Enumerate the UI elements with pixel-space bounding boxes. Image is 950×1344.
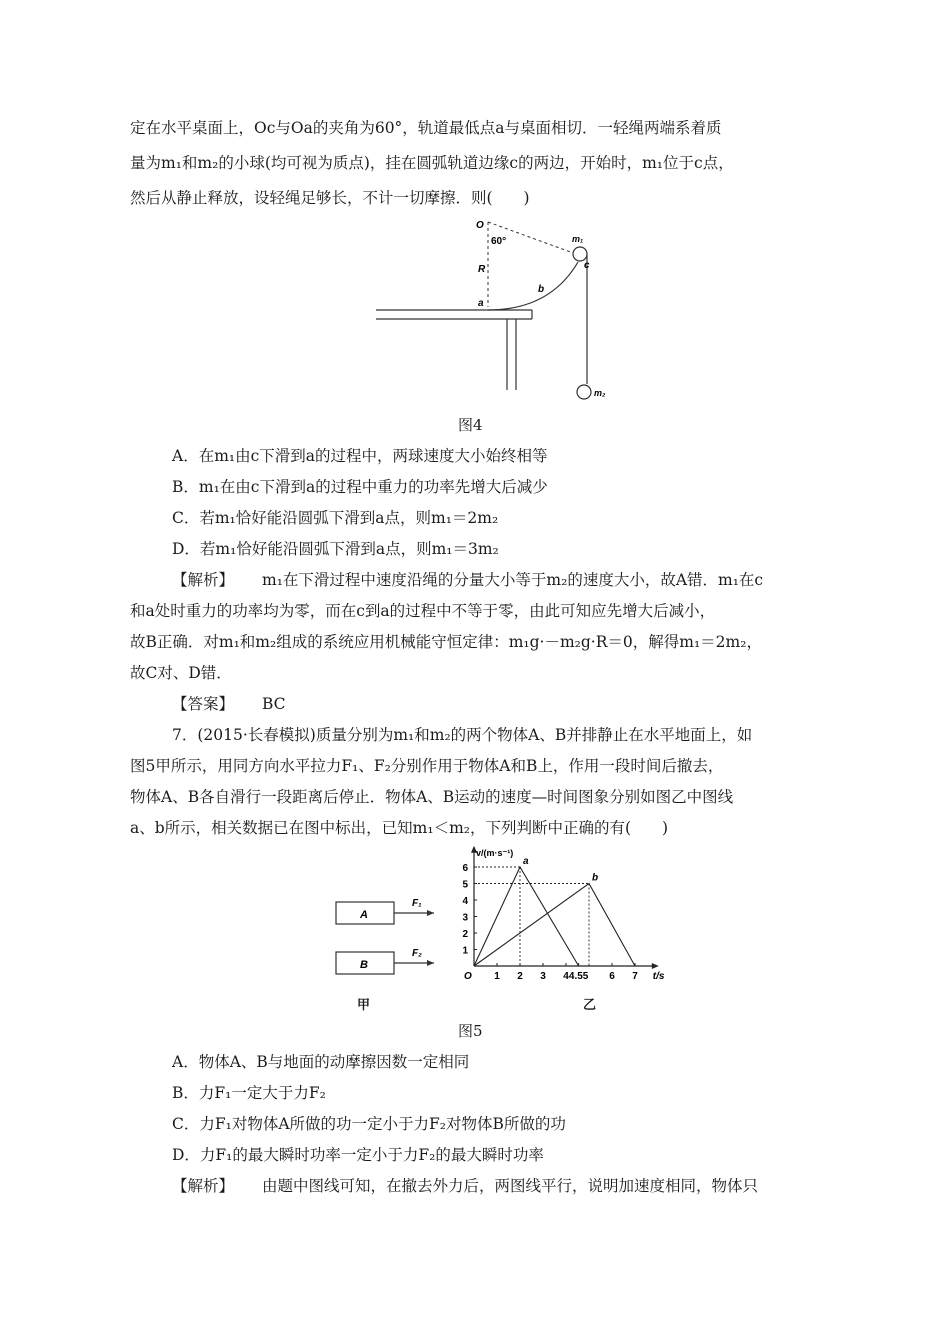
p6-answer-label: 【答案】 [172,695,235,713]
x-tick-label: 6 [609,971,615,982]
label-r: R [478,264,486,275]
chart-axes [471,846,659,969]
p7-line-4: a、b所示，相关数据已在图中标出，已知m₁＜m₂，下列判断中正确的有( ) [130,819,669,837]
panel-jia-label: 甲 [357,998,371,1013]
p6-option-b: B．m₁在由c下滑到a的过程中重力的功率先增大后减少 [172,478,548,496]
box-b-label: B [360,959,368,971]
p6-line-1: 定在水平桌面上，Oc与Oa的夹角为60°，轨道最低点a与桌面相切．一轻绳两端系着质 [130,119,722,137]
y-tick-label: 6 [462,863,468,874]
force-f1-label: F₁ [412,898,422,909]
y-axis-label: v/(m·s⁻¹) [476,847,514,858]
p6-line-2: 量为m₁和m₂的小球(均可视为质点)，挂在圆弧轨道边缘c的两边，开始时，m₁位于c点， [130,154,734,172]
x-tick-label: 4.55 [568,971,589,982]
figure-5-caption: 图5 [458,1022,483,1040]
p7-option-d: D．力F₁的最大瞬时功率一定小于力F₂的最大瞬时功率 [172,1146,544,1164]
x-axis-label: t/s [652,971,665,982]
y-tick-label: 3 [462,912,468,924]
label-m1: m₁ [572,234,584,244]
y-tick-label: 2 [462,929,468,940]
label-angle: 60° [491,236,507,247]
force-f2-label: F₂ [412,948,422,959]
p6-analysis-2: 和a处时重力的功率均为零，而在c到a的过程中不等于零，由此可知应先增大后减小， [130,602,716,620]
figure-4-caption: 图4 [458,416,483,434]
series-label-b: b [592,872,599,884]
p6-analysis-3: 故B正确．对m₁和m₂组成的系统应用机械能守恒定律：m₁g·－m₂g·R＝0，解得m₁＝2m₂， [130,633,762,651]
x-tick-label: 2 [517,971,523,982]
label-b: b [538,284,545,295]
x-tick-label: 4 [563,971,569,982]
p6-option-a: A．在m₁由c下滑到a的过程中，两球速度大小始终相等 [172,447,548,465]
ball-m1 [573,247,587,261]
x-tick-label: 7 [632,971,638,982]
p7-option-a: A．物体A、B与地面的动摩擦因数一定相同 [172,1053,470,1071]
series-label-a: a [523,856,529,867]
box-a-label: A [360,909,368,921]
x-tick-label: 3 [540,971,546,982]
p6-answer: BC [262,695,286,713]
p7-analysis-label: 【解析】 [172,1177,235,1195]
p6-analysis-4: 故C对、D错． [130,664,232,682]
p6-option-d: D．若m₁恰好能沿圆弧下滑到a点，则m₁＝3m₂ [172,540,499,558]
p6-option-c: C．若m₁恰好能沿圆弧下滑到a点，则m₁＝2m₂ [172,509,499,527]
label-a: a [478,298,484,309]
panel-yi-label: 乙 [583,998,597,1013]
p7-line-2: 图5甲所示，用同方向水平拉力F₁、F₂分别作用于物体A和B上，作用一段时间后撤去， [130,757,724,775]
y-tick-label: 4 [462,896,468,907]
x-tick-label: 1 [494,971,500,982]
figure-5-vt-chart [452,844,665,990]
label-c: c [584,260,590,271]
chart-labels [464,848,665,982]
chart-guides [474,867,589,966]
p6-line-3: 然后从静止释放，设轻绳足够长，不计一切摩擦．则( ) [130,189,530,207]
p7-line-1: 7．(2015·长春模拟)质量分别为m₁和m₂的两个物体A、B并排静止在水平地面上，如 [172,726,753,744]
label-m2: m₂ [594,388,606,398]
x-axis-arrow [652,963,659,969]
p6-analysis-1: m₁在下滑过程中速度沿绳的分量大小等于m₂的速度大小，故A错．m₁在c [262,571,764,589]
figure-4-diagram [370,212,620,408]
arc-track [488,262,578,310]
series-line-a [474,867,579,966]
p7-option-b: B．力F₁一定大于力F₂ [172,1084,326,1102]
p6-analysis-label: 【解析】 [172,571,235,589]
label-o: O [476,220,484,231]
p7-analysis-1: 由题中图线可知，在撤去外力后，两图线平行，说明加速度相同，物体只 [262,1177,759,1195]
p7-line-3: 物体A、B各自滑行一段距离后停止．物体A、B运动的速度—时间图象分别如图乙中图线 [130,788,734,806]
p7-option-c: C．力F₁对物体A所做的功一定小于力F₂对物体B所做的功 [172,1115,566,1133]
chart-ticks [462,863,638,982]
origin-label: O [464,971,472,982]
y-tick-label: 1 [462,945,468,957]
chart-series [474,867,635,966]
figure-5-jia-diagram [330,890,440,980]
ball-m2 [577,385,591,399]
y-tick-label: 5 [462,879,468,891]
